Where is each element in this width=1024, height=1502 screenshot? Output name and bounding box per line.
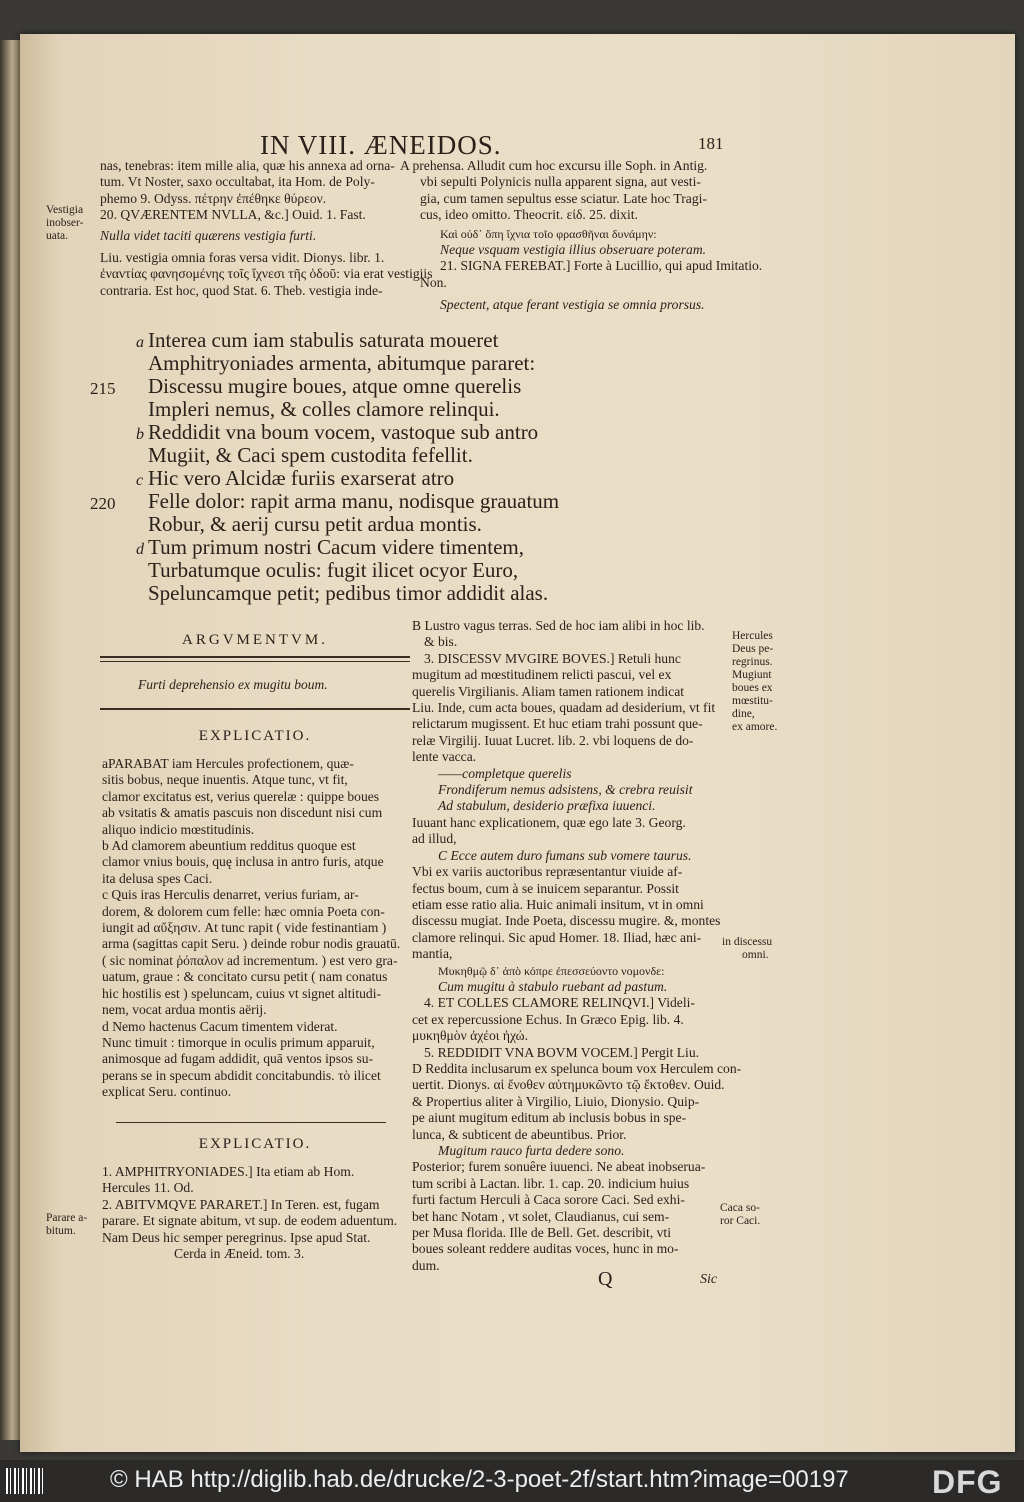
- text-line: c Quis iras Herculis denarret, verius furiam, ar-: [102, 887, 359, 903]
- catchline: Cerda in Æneid. tom. 3.: [174, 1246, 305, 1262]
- note-letter: d: [136, 541, 144, 558]
- text-line: hic hostilis est ) speluncam, cuius vt signet altitudi-: [102, 985, 382, 1001]
- verse-text: Robur, & aerij cursu petit ardua montis.: [148, 512, 482, 536]
- text-line: C Ecce autem duro fumans sub vomere taurus.: [438, 847, 692, 863]
- top-left-notes: [100, 158, 433, 299]
- text-line: Iuuant hanc explicationem, quæ ego late 3. Georg.: [412, 814, 686, 830]
- text-line: fectus boum, cum à se inuicem separantur. Possit: [412, 880, 679, 896]
- text-line: relictarum mugissent. Et huc etiam trahi possunt que-: [412, 716, 703, 732]
- text-line: μυκηθμὸν ἀχέοι ἠχώ.: [412, 1028, 529, 1044]
- text-line: ad illud,: [412, 831, 457, 847]
- verse-text: Felle dolor: rapit arma manu, nodisque grauatum: [148, 489, 560, 513]
- rule: [100, 661, 410, 662]
- text-line: contraria. Est hoc, quod Stat. 6. Theb. vestigia inde-: [100, 282, 383, 298]
- explicatio-text: [102, 756, 400, 1101]
- text-line: 21. SIGNA FEREBAT.] Forte à Lucillio, qui apud Imitatio.: [440, 258, 763, 274]
- book-page: [20, 34, 1015, 1452]
- text-line: clamor excitatus est, verius querelæ : quippe boues: [102, 788, 380, 804]
- text-line: phemo 9. Odyss. πέτρην ἐπέθηκε θύρεον.: [100, 190, 327, 206]
- note-letter: a: [136, 334, 144, 351]
- copyright-link[interactable]: © HAB http://diglib.hab.de/drucke/2-3-poet-2f/start.htm?image=00197: [110, 1466, 849, 1493]
- text-line: cus, ideo omitto. Theocrit. εἰδ. 25. dixit.: [420, 207, 638, 223]
- margin-line: mœstitu-: [732, 695, 773, 707]
- text-line: ——completque querelis: [438, 765, 572, 781]
- margin-line: Caca so-: [720, 1202, 760, 1214]
- text-line: aPARABAT iam Hercules profectionem, quæ-: [102, 756, 354, 771]
- text-line: nem, vocat ardua montis aërij.: [102, 1002, 267, 1018]
- text-line: sitis bobus, neque inuentis. Atque tunc, vt fit,: [102, 772, 348, 788]
- margin-line: dine,: [732, 708, 755, 720]
- text-line: pe aiunt mugitum editum ab inclusis bobus in spe-: [412, 1110, 687, 1126]
- verse-number: 220: [90, 494, 116, 513]
- note-letter: b: [136, 426, 144, 443]
- text-line: tum. Vt Noster, saxo occultabat, ita Hom. de Poly-: [100, 174, 375, 190]
- text-line: furti factum Herculi à Caca sorore Caci. Sed exhi-: [412, 1192, 685, 1208]
- verse-text: Reddidit vna boum vocem, vastoque sub antro: [148, 420, 539, 444]
- text-line: perans se in specum abdidit concitabundis. τὸ ilicet: [102, 1067, 381, 1083]
- margin-line: ex amore.: [732, 721, 778, 733]
- margin-line: boues ex: [732, 682, 773, 694]
- verse-text: Hic vero Alcidæ furiis exarserat atro: [148, 466, 455, 490]
- margin-line: bitum.: [46, 1225, 76, 1237]
- previous-page-edge: [0, 40, 20, 1440]
- note-letter: c: [136, 472, 144, 489]
- text-line: 20. QVÆRENTEM NVLLA, &c.] Ouid. 1. Fast.: [100, 207, 366, 223]
- text-line: 1. AMPHITRYONIADES.] Ita etiam ab Hom.: [102, 1164, 355, 1179]
- explicatio-title: EXPLICATIO.: [198, 728, 312, 744]
- dfg-logo: DFG: [932, 1464, 1003, 1500]
- text-line: dum.: [412, 1257, 440, 1273]
- text-line: ἐναντίας φανησομένης τοῖς ἴχνεσι τῆς ὁδοῦ: via erat vestigiis: [100, 266, 433, 282]
- text-line: Neque vsquam vestigia illius obseruare poteram.: [440, 242, 707, 258]
- text-line: Nulla videt taciti quærens vestigia furti.: [100, 227, 317, 243]
- margin-line: Vestigia: [46, 204, 84, 216]
- text-line: uatum, graue : & concitato cursu petit ( nam conatus: [102, 969, 388, 985]
- margin-line: ror Caci.: [720, 1215, 761, 1227]
- text-line: Nam Deus hic semper peregrinus. Ipse apud Stat.: [102, 1229, 371, 1245]
- text-line: boues soleant reddere auditas voces, hunc in mo-: [412, 1241, 679, 1257]
- text-line: Nunc timuit : timorque in oculis primum apparuit,: [102, 1034, 375, 1050]
- footer-bar: [0, 1460, 1024, 1502]
- text-line: & Propertius aliter à Virgilio, Liuio, Dionysio. Quip-: [412, 1093, 700, 1109]
- text-line: dorem, & dolorem cum felle: hæc omnia Poeta con-: [102, 903, 385, 919]
- margin-note-right: [732, 630, 777, 734]
- explicatio-notes: [102, 1164, 397, 1262]
- text-line: Καὶ οὐδ᾽ ὅπη ἴχνια τοῖο φρασθῆναι δυνάμην:: [440, 226, 657, 241]
- text-line: Liu. Inde, cum acta boues, quadam ad desiderium, vt fit: [412, 700, 716, 716]
- argumentum-text: Furti deprehensio ex mugitu boum.: [138, 677, 328, 692]
- catchword: Sic: [700, 1272, 718, 1287]
- verse-text: Discessu mugire boues, atque omne querelis: [148, 374, 522, 398]
- margin-note-right: [722, 936, 772, 962]
- argumentum-title: ARGVMENTVM.: [182, 632, 328, 648]
- text-line: lunca, & subticent de abeuntibus. Prior.: [412, 1126, 627, 1142]
- verse-number: 215: [90, 379, 116, 398]
- rule: [100, 656, 410, 658]
- text-line: etiam esse ratio alia. Huic animali insitum, vt in omni: [412, 896, 704, 912]
- text-line: Posterior; furem sonuêre iuuenci. Ne abeat inobserua-: [412, 1159, 706, 1175]
- text-line: clamore relinqui. Sic apud Homer. 18. Iliad, hæc ani-: [412, 929, 702, 945]
- verse-text: Mugiit, & Caci spem custodita fefellit.: [148, 443, 473, 467]
- text-line: Vbi ex variis auctoribus repræsentantur viuide af-: [412, 864, 683, 880]
- explicatio-title: EXPLICATIO.: [198, 1136, 312, 1152]
- margin-line: inobser-: [46, 217, 84, 229]
- verse-text: Tum primum nostri Cacum videre timentem,: [148, 535, 525, 559]
- margin-line: Parare a-: [46, 1212, 88, 1224]
- text-line: Ad stabulum, desiderio præfixa iuuenci.: [438, 798, 656, 814]
- verse-text: Impleri nemus, & colles clamore relinqui.: [148, 397, 500, 421]
- text-line: ita delusa spes Caci.: [102, 870, 213, 886]
- text-line: 3. DISCESSV MVGIRE BOVES.] Retuli hunc: [424, 650, 681, 666]
- text-line: mantia,: [412, 946, 453, 962]
- text-line: nas, tenebras: item mille alia, quæ his annexa ad orna-: [100, 158, 395, 173]
- text-line: 5. REDDIDIT VNA BOVM VOCEM.] Pergit Liu.: [424, 1044, 700, 1060]
- margin-line: Deus pe-: [732, 643, 774, 655]
- text-line: d Nemo hactenus Cacum timentem viderat.: [102, 1018, 338, 1034]
- margin-line: in discessu: [722, 936, 773, 948]
- text-line: Cum mugitu à stabulo ruebant ad pastum.: [438, 978, 668, 994]
- margin-line: Mugiunt: [732, 669, 772, 681]
- text-line: Non.: [420, 274, 447, 290]
- text-line: relæ Virgilij. Iuuat Lucret. lib. 2. vbi loquens de do-: [412, 732, 694, 748]
- text-line: querelis Virgilianis. Aliam tamen rationem indicat: [412, 683, 685, 699]
- verse-text: Turbatumque oculis: fugit ilicet ocyor Euro,: [148, 558, 519, 582]
- text-line: b Ad clamorem abeuntium redditus quoque est: [102, 838, 356, 854]
- rule: [100, 708, 410, 710]
- text-line: Hercules 11. Od.: [102, 1180, 194, 1196]
- verse-text: Interea cum iam stabulis saturata moueret: [148, 328, 499, 352]
- text-line: Μυκηθμῷ δ᾽ ἀπὸ κόπρε ἐπεσσεύοντο νομονδε:: [438, 963, 665, 978]
- text-line: D Reddita inclusarum ex spelunca boum vox Herculem con-: [412, 1060, 742, 1076]
- text-line: clamor vnius bouis, quę inclusa in antro furis, atque: [102, 854, 384, 870]
- text-line: aliquo indicio mœstitudinis.: [102, 821, 255, 837]
- text-line: ab vsitatis & amatis pascuis non discedunt nisi cum: [102, 805, 383, 821]
- text-line: per Musa florida. Ille de Bell. Get. describit, vti: [412, 1225, 671, 1241]
- text-line: 2. ABITVMQVE PARARET.] In Teren. est, fugam: [102, 1196, 380, 1212]
- signature-mark: Q: [598, 1268, 613, 1290]
- text-line: parare. Et signate abitum, vt sup. de eodem aduentum.: [102, 1213, 398, 1229]
- text-line: A prehensa. Alludit cum hoc excursu ille Soph. in Antig.: [400, 158, 708, 173]
- text-line: arma (sagittas capit Seru. ) deinde robur nodis grauatū.: [102, 936, 401, 952]
- text-line: cet ex repercussione Echus. In Græco Epig. lib. 4.: [412, 1011, 684, 1027]
- running-head: IN VIII. ÆNEIDOS.: [260, 130, 502, 160]
- margin-line: omni.: [742, 949, 769, 961]
- text-line: ( sic nominat ῥόπαλον ad incrementum. ) est vero gra-: [102, 952, 398, 968]
- text-line: tum scribi à Lactan. libr. 1. cap. 20. indicium huius: [412, 1175, 690, 1191]
- margin-note-top-left: [46, 204, 83, 243]
- text-line: Liu. vestigia omnia foras versa vidit. Dionys. libr. 1.: [100, 250, 385, 266]
- verse-text: Speluncamque petit; pedibus timor addidit alas.: [148, 581, 549, 605]
- page-number: 181: [698, 134, 724, 153]
- text-line: mugitum ad mœstitudinem relicti pascui, vel ex: [412, 667, 672, 683]
- text-line: Mugitum rauco furta dedere sono.: [438, 1143, 625, 1158]
- text-line: uertit. Dionys. αἱ ἔνοθεν αὐτημυκῶντο τῷ ἔκτοθεν. Ouid.: [412, 1077, 725, 1093]
- text-line: animosque ad fugam addidit, quā ventos ipsos su-: [102, 1051, 374, 1067]
- rule: [116, 1122, 386, 1123]
- margin-note-right: [720, 1202, 760, 1228]
- margin-line: uata.: [46, 230, 69, 242]
- text-line: 4. ET COLLES CLAMORE RELINQVI.] Videli-: [424, 995, 695, 1011]
- margin-line: Hercules: [732, 630, 773, 642]
- text-line: vbi sepulti Polynicis nulla apparent signa, aut vesti-: [420, 174, 701, 190]
- margin-line: regrinus.: [732, 656, 773, 668]
- text-line: discessu mugiat. Inde Poeta, discessu mugire. &, montes: [412, 913, 721, 929]
- text-line: Spectent, atque ferant vestigia se omnia prorsus.: [440, 297, 705, 313]
- text-line: gia, cum tamen sepultus esse sciatur. Late hoc Tragi-: [420, 190, 707, 206]
- top-right-notes: [400, 158, 762, 314]
- verse-text: Amphitryoniades armenta, abitumque pararet:: [148, 351, 536, 375]
- right-column: [412, 618, 741, 1274]
- margin-note-bottom-left: [46, 1212, 87, 1238]
- text-line: Frondiferum nemus adsistens, & crebra reuisit: [438, 782, 693, 798]
- text-line: B Lustro vagus terras. Sed de hoc iam alibi in hoc lib.: [412, 618, 705, 633]
- barcode-icon: [6, 1468, 46, 1494]
- text-line: & bis.: [424, 634, 458, 650]
- text-line: bet hanc Notam , vt solet, Claudianus, cui sem-: [412, 1208, 670, 1224]
- text-line: explicat Seru. continuo.: [102, 1084, 232, 1100]
- text-line: lente vacca.: [412, 749, 477, 765]
- text-line: iungit ad αὔξησιν. At tunc rapit ( vide festinantiam ): [102, 920, 387, 936]
